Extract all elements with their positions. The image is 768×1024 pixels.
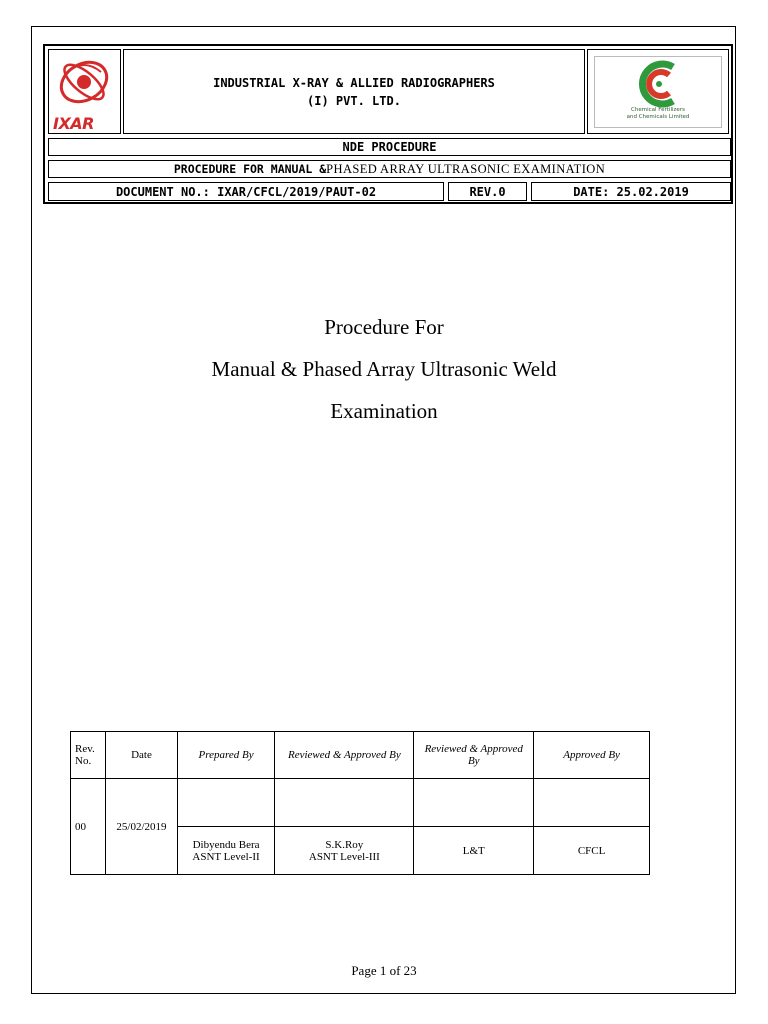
document-date: DATE: 25.02.2019: [531, 182, 731, 201]
revision-number: REV.0: [448, 182, 527, 201]
signature-row: [71, 779, 650, 827]
header-reviewed-approved-1: Reviewed & Approved By: [275, 732, 414, 779]
cell-prepared-by: [177, 827, 275, 875]
ixar-logo-box: [48, 49, 121, 134]
prepared-level: ASNT Level-II: [192, 850, 260, 863]
cfcl-logo-caption-line2: and Chemicals Limited: [626, 114, 690, 120]
cell-reviewed-1: [275, 827, 414, 875]
company-name-line2: (I) PVT. LTD.: [307, 93, 401, 108]
reviewed1-level: ASNT Level-III: [308, 850, 380, 863]
company-name-line1: INDUSTRIAL X-RAY & ALLIED RADIOGRAPHERS: [213, 75, 495, 90]
cfcl-logo-caption: [623, 107, 693, 121]
cfcl-logo-icon: [629, 59, 689, 109]
company-name: [123, 49, 585, 134]
page-number: Page 1 of 23: [351, 963, 417, 978]
nde-procedure-title: NDE PROCEDURE: [48, 138, 731, 156]
header-date: Date: [106, 732, 177, 779]
revision-table: [70, 731, 650, 875]
cfcl-logo-caption-line1: Chemical Fertilizers: [631, 107, 685, 113]
procedure-title: [48, 160, 731, 178]
cfcl-logo-box: [587, 49, 729, 134]
header-prepared-by: Prepared By: [177, 732, 275, 779]
signature-prepared: [177, 779, 275, 827]
document-number: DOCUMENT NO.: IXAR/CFCL/2019/PAUT-02: [48, 182, 444, 201]
cell-date: 25/02/2019: [106, 779, 177, 875]
document-header: [43, 44, 733, 204]
procedure-title-part1: PROCEDURE FOR MANUAL &: [173, 162, 327, 176]
reviewed1-name: S.K.Roy: [325, 838, 364, 851]
procedure-title-part2: PHASED ARRAY ULTRASONIC EXAMINATION: [326, 161, 606, 176]
prepared-name: Dibyendu Bera: [192, 838, 260, 851]
signature-approved: [534, 779, 650, 827]
header-reviewed-approved-2: Reviewed & Approved By: [414, 732, 534, 779]
header-approved-by: Approved By: [534, 732, 650, 779]
revision-table-header-row: [71, 732, 650, 779]
cell-rev-no: 00: [71, 779, 106, 875]
cell-approved: CFCL: [534, 827, 650, 875]
ixar-logo-text: IXAR: [53, 114, 94, 133]
cell-reviewed-2: L&T: [414, 827, 534, 875]
header-rev-no: Rev. No.: [71, 732, 106, 779]
cfcl-logo-frame: [594, 56, 722, 128]
title-line-1: Procedure For: [324, 315, 444, 339]
signature-reviewed-1: [275, 779, 414, 827]
title-line-3: Examination: [330, 399, 438, 423]
title-line-2: Manual & Phased Array Ultrasonic Weld: [211, 357, 557, 381]
signature-reviewed-2: [414, 779, 534, 827]
